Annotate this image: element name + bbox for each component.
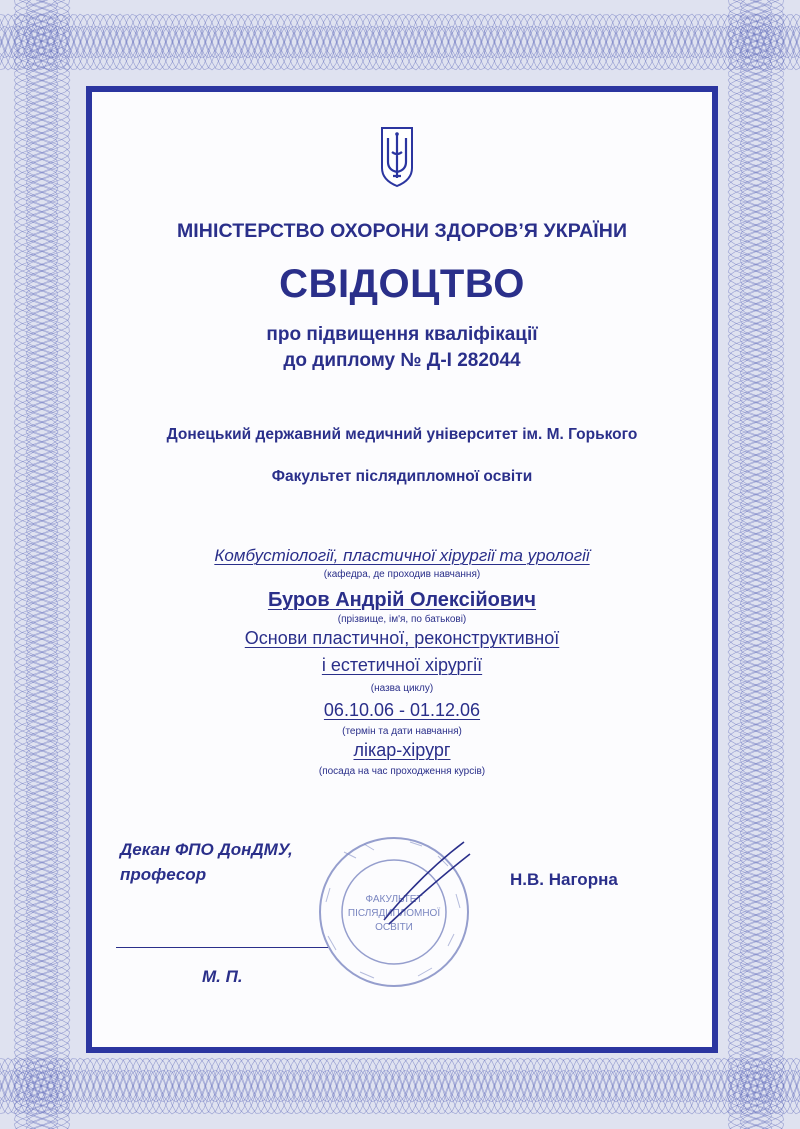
university-name: Донецький державний медичний університет ім. М. Горького [166, 426, 638, 443]
subtitle-line-1: про підвищення кваліфікації [266, 324, 538, 345]
person-caption: (прізвище, ім'я, по батькові) [337, 614, 467, 625]
dates-caption: (термін та дати навчання) [342, 726, 462, 737]
subtitle-line-2: до диплому № Д-І 282044 [283, 350, 521, 371]
dean-title-line-2: професор [120, 865, 207, 884]
stamp-line-1: ФАКУЛЬТЕТ [365, 894, 423, 905]
ministry-name: МІНІСТЕРСТВО ОХОРОНИ ЗДОРОВ’Я УКРАЇНИ [176, 220, 628, 242]
signature-line [116, 947, 328, 948]
trident-emblem-icon [379, 126, 415, 188]
seal-place-label: М. П. [202, 967, 243, 986]
document-title: СВІДОЦТВО [279, 262, 525, 306]
study-dates: 06.10.06 - 01.12.06 [323, 700, 481, 720]
faculty-name: Факультет післядипломної освіти [271, 468, 533, 485]
course-line-1: Основи пластичної, реконструктивної [244, 628, 560, 648]
course-caption: (назва циклу) [370, 683, 434, 694]
official-stamp [314, 832, 474, 992]
stamp-line-2: ПІСЛЯДИПЛОМНОЇ [347, 908, 441, 919]
dean-title-line-1: Декан ФПО ДонДМУ, [120, 840, 293, 859]
position-caption: (посада на час проходження курсів) [318, 766, 486, 777]
department-value: Комбустіології, пластичної хірургії та урології [214, 546, 590, 565]
person-name: Буров Андрій Олексійович [267, 589, 537, 611]
course-line-2: і естетичної хірургії [321, 655, 483, 675]
signer-name: Н.В. Нагорна [510, 870, 618, 889]
department-caption: (кафедра, де проходив навчання) [323, 569, 481, 580]
certificate-body [86, 86, 718, 1053]
position-value: лікар-хірург [353, 740, 451, 760]
stamp-line-3: ОСВІТИ [375, 922, 413, 933]
